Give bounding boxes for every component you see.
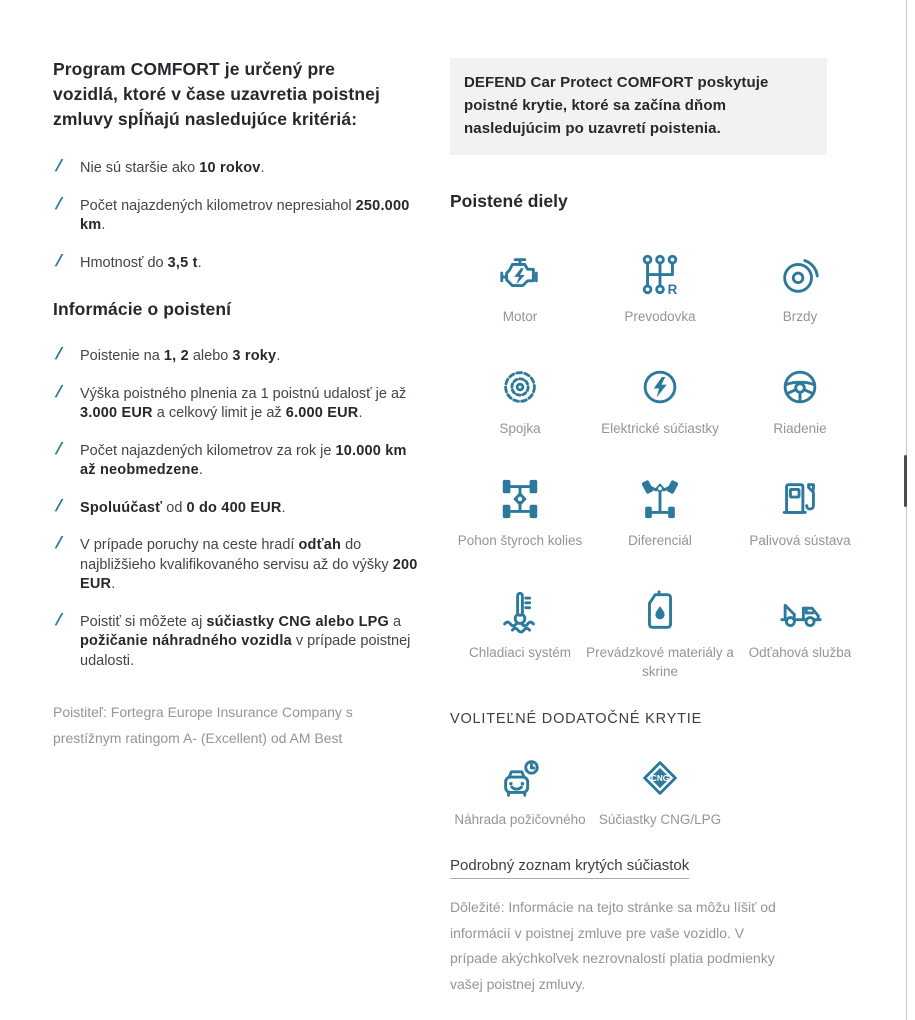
criteria-column (53, 48, 425, 751)
part-item-palivova (730, 474, 870, 550)
slash-bullet-icon (54, 157, 62, 177)
list-item-text: Spoluúčasť od 0 do 400 EUR. (80, 499, 286, 516)
optional-coverage-grid (450, 753, 850, 829)
list-item-text: Výška poistného plnenia za 1 poistnú udalosť je až 3.000 EUR a celkový limit je až 6.000 EUR. (80, 385, 407, 421)
part-label: Odťahová služba (748, 645, 852, 660)
brake-icon (730, 250, 870, 298)
differential-icon (590, 474, 730, 522)
insurer-note: Poistiteľ: Fortegra Europe Insurance Company s prestížnym ratingom A- (Excellent) od AM Best (53, 704, 353, 746)
electric-parts-icon (590, 362, 730, 410)
cooling-system-icon (450, 586, 590, 634)
part-label: Brzdy (782, 309, 818, 324)
part-label: Pohon štyroch kolies (457, 533, 583, 548)
list-item-text: Nie sú staršie ako 10 rokov. (80, 160, 265, 176)
criteria-list (53, 159, 425, 273)
covered-parts-heading: Poistené diely (450, 191, 568, 211)
coverage-highlight-box: DEFEND Car Protect COMFORT poskytuje poistné krytie, ktoré sa začína dňom nasledujúcim po uzavretí poistenia. (450, 58, 827, 155)
part-label: Motor (502, 309, 538, 324)
slash-bullet-icon (54, 497, 62, 517)
list-item-text: Poistiť si môžete aj súčiastky CNG alebo LPG a požičanie náhradného vozidla v prípade poistnej udalosti. (80, 613, 411, 669)
list-item-text: Hmotnosť do 3,5 t. (80, 254, 202, 271)
part-label: Diferenciál (628, 533, 692, 548)
slash-bullet-icon (54, 534, 62, 554)
slash-bullet-icon (54, 252, 62, 272)
coverage-column (450, 48, 850, 997)
covered-parts-list-link[interactable]: Podrobný zoznam krytých súčiastok (450, 857, 689, 879)
list-item (53, 347, 425, 367)
part-label: Elektrické súčiastky (601, 421, 719, 436)
list-item (53, 159, 425, 179)
slash-bullet-icon (54, 383, 62, 403)
cng-badge-icon (590, 753, 730, 801)
slash-bullet-icon (54, 440, 62, 460)
part-label: Palivová sústava (749, 533, 851, 548)
svg-text:R: R (667, 282, 678, 298)
part-item-motor (450, 250, 590, 326)
part-item-prevadzkove (586, 586, 734, 681)
svg-text:CNG: CNG (650, 774, 670, 784)
engine-icon (450, 250, 590, 298)
fuel-system-icon (730, 474, 870, 522)
list-item-text: Poistenie na 1, 2 alebo 3 roky. (80, 348, 281, 364)
list-item-text: Počet najazdených kilometrov nepresiahol 250.000 km. (80, 197, 410, 233)
part-item-elektricke (590, 362, 730, 438)
tow-truck-icon (730, 586, 870, 634)
part-item-diferencial (590, 474, 730, 550)
part-label: Spojka (499, 421, 541, 436)
steering-wheel-icon (730, 362, 870, 410)
window-edge-line (906, 0, 907, 1020)
list-item (53, 536, 425, 595)
oil-canister-icon (590, 586, 730, 634)
info-list (53, 347, 425, 671)
scrollbar-thumb[interactable] (904, 455, 907, 507)
rental-car-icon (450, 753, 590, 801)
list-item (53, 499, 425, 519)
part-item-brzdy (730, 250, 870, 326)
part-item-spojka (450, 362, 590, 438)
list-item (53, 442, 425, 481)
list-item (53, 254, 425, 274)
list-item (53, 197, 425, 236)
list-item-text: V prípade poruchy na ceste hradí odťah do najbližšieho kvalifikovaného servisu až do výšky 200 EUR. (80, 537, 418, 592)
part-label: Prevádzkové materiály a skrine (586, 645, 734, 679)
optional-item-nahrada (450, 753, 590, 829)
disclaimer-text: Dôležité: Informácie na tejto stránke sa môžu líšiť od informácií v poistnej zmluve pre vaše vozidlo. V prípade akýchkoľvek nezrovnalostí platia podmienky vašej poistnej zmluvy. (450, 899, 776, 992)
gearbox-icon (590, 250, 730, 298)
slash-bullet-icon (54, 345, 62, 365)
slash-bullet-icon (54, 195, 62, 215)
part-label: Chladiaci systém (468, 645, 572, 660)
optional-item-cng (590, 753, 730, 829)
covered-parts-grid (450, 250, 850, 681)
part-label: Prevodovka (624, 309, 696, 324)
slash-bullet-icon (54, 611, 62, 631)
clutch-icon (450, 362, 590, 410)
part-label: Náhrada požičovného (454, 812, 586, 827)
four-wheel-drive-icon (450, 474, 590, 522)
part-item-chladiaci (450, 586, 590, 681)
part-label: Súčiastky CNG/LPG (598, 812, 722, 827)
list-item-text: Počet najazdených kilometrov za rok je 10.000 km až neobmedzene. (80, 442, 407, 478)
program-heading: Program COMFORT je určený pre vozidlá, ktoré v čase uzavretia poistnej zmluvy spĺňajú nasledujúce kritériá: (53, 59, 380, 129)
info-heading: Informácie o poistení (53, 299, 232, 319)
optional-coverage-heading: VOLITEĽNÉ DODATOČNÉ KRYTIE (450, 711, 703, 727)
part-item-odtahova (730, 586, 870, 681)
part-item-pohon (450, 474, 590, 550)
part-item-prevodovka (590, 250, 730, 326)
list-item (53, 385, 425, 424)
part-item-riadenie (730, 362, 870, 438)
list-item (53, 613, 425, 672)
part-label: Riadenie (773, 421, 827, 436)
